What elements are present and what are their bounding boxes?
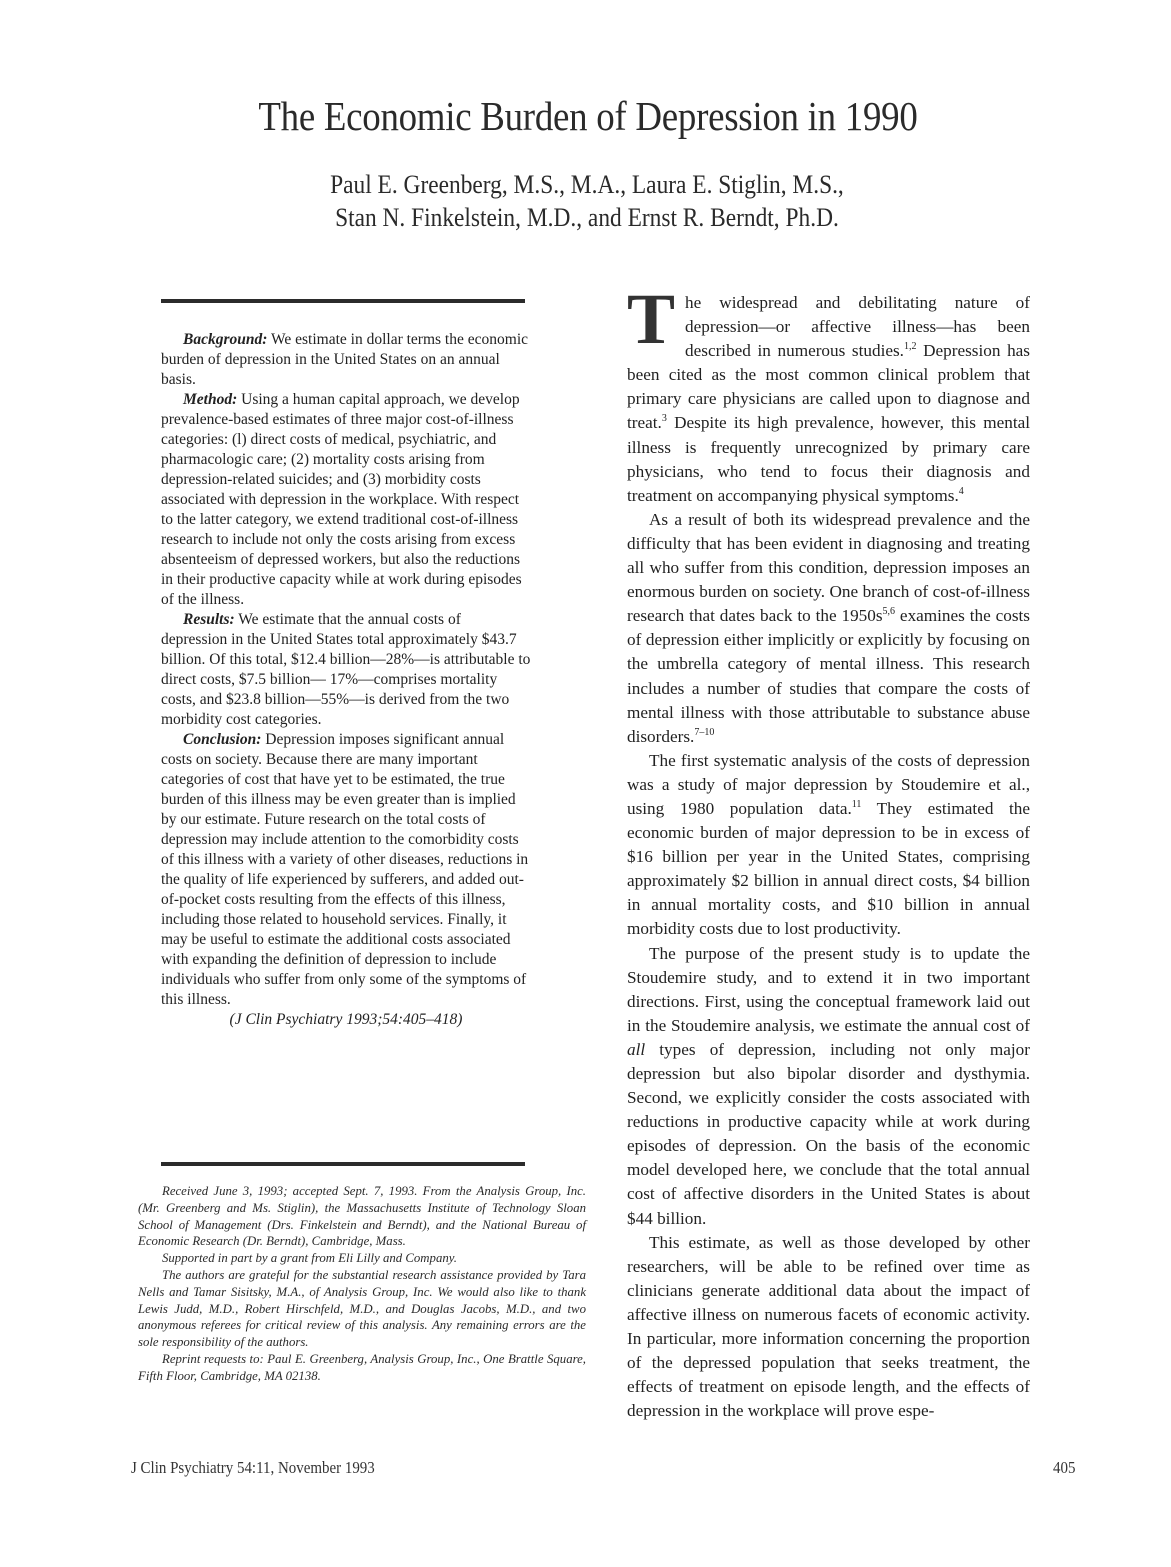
abstract-top-rule: [161, 299, 525, 303]
footnote-support: Supported in part by a grant from Eli Lilly and Company.: [162, 1251, 457, 1266]
citation-ref: 5,6: [882, 606, 896, 618]
body-paragraph-4: The purpose of the present study is to update the Stoudemire study, and to extend it in two important directions. First, using the conceptual framework laid out in the Stoudemire analysis, we estimate the annual cost of all types of depression, including not only major depression but also bipolar disorder and dysthymia. Second, we explicitly consider the costs associated with reductions in productive capacity while at work during episodes of depression. On the basis of the economic model developed here, we conclude that the total annual cost of affective disorders in the United States is about $44 billion.: [627, 943, 1030, 1228]
abstract-background: Background: We estimate in dollar terms the economic burden of depression in the United States on an annual basis.: [161, 331, 528, 388]
abstract-results: Results: We estimate that the annual costs of depression in the United States total approximately $43.7 billion. Of this total, $12.4 billion—28%—is attributable to direct costs, $7.5 billion— 17%—comprises mortality costs, and $23.8 billion—55%—is derived from the two morbidity cost categories.: [161, 611, 531, 728]
citation-ref: 11: [851, 798, 862, 810]
results-label: Results:: [183, 611, 235, 628]
page-number: 405: [1053, 1458, 1076, 1477]
abstract: [161, 330, 531, 1030]
body-paragraph-2: As a result of both its widespread prevalence and the difficulty that has been evident in diagnosing and treating all who suffer from this condition, depression imposes an enormous burden on society. One branch of cost-of-illness research that dates back to the $1950s^{5,6}$ examines the costs of depression either implicitly or explicitly by focusing on the umbrella category of mental illness. This research includes a number of studies that compare the costs of mental illness with those attributable to substance abuse disorders.$^{7-10}$: [627, 509, 1030, 746]
footnote-received: Received June 3, 1993; accepted Sept. 7, 1993. From the Analysis Group, Inc. (Mr. Greenberg and Ms. Stiglin), the Massachusetts Institute of Technology Sloan School of Management (Drs. Finkelstein and Berndt), and the National Bureau of Economic Research (Dr. Berndt), Cambridge, Mass.: [138, 1184, 586, 1249]
abstract-method: Method: Using a human capital approach, we develop prevalence-based estimates of three major cost-of-illness categories: (l) direct costs of medical, psychiatric, and pharmacologic care; (2) mortality costs arising from depression-related suicides; and (3) morbidity costs associated with depression in the workplace. With respect to the latter category, we extend traditional cost-of-illness research to include not only the costs arising from excess absenteeism of depressed workers, but also the reductions in their productive capacity while at work during episodes of the illness.: [161, 391, 522, 608]
body-text-column: [627, 279, 1030, 1423]
body-paragraph-5: This estimate, as well as those developed by other researchers, will be able to be refined over time as clinicians generate additional data about the impact of affective illness on numerous facets of economic activity. In particular, more information concerning the proportion of the depressed population that seeks treatment, the effects of treatment on episode length, and the effects of depression in the workplace will prove espe-: [627, 1232, 1030, 1421]
footnote-thanks: The authors are grateful for the substantial research assistance provided by Tara Nells and Tamar Sisitsky, M.A., of Analysis Group, Inc. We would also like to thank Lewis Judd, M.D., Robert Hirschfeld, M.D., and Douglas Jacobs, M.D., and two anonymous referees for critical review of this analysis. Any remaining errors are the sole responsibility of the authors.: [138, 1267, 586, 1350]
body-paragraph-1: The widespread and debilitating nature of depression—or affective illness—has been described in numerous studies.$^{1,2}$ Depression has been cited as the most common clinical problem that primary care physicians are called upon to diagnose and treat.$^3$ Despite its high prevalence, however, this mental illness is frequently unrecognized by primary care physicians, who tend to focus their diagnosis and treatment on accompanying physical symptoms.$^4$: [627, 279, 1030, 505]
journal-footer: J Clin Psychiatry 54:11, November 1993: [131, 1458, 375, 1477]
article-footnotes: [138, 1183, 586, 1385]
author-line-2: Stan N. Finkelstein, M.D., and Ernst R. Berndt, Ph.D.: [335, 203, 839, 232]
abstract-bottom-rule: [161, 1162, 525, 1166]
citation-ref: 7–10: [694, 726, 715, 738]
article-title: The Economic Burden of Depression in 1990: [258, 93, 918, 139]
citation-ref: 3: [661, 413, 667, 425]
abstract-conclusion: Conclusion: Depression imposes significant annual costs on society. Because there are many important categories of cost that have yet to be estimated, the true burden of this illness may be even greater than is implied by our estimate. Future research on the total costs of depression may include attention to the comorbidity costs of this illness with a variety of other diseases, reductions in the quality of life experienced by sufferers, and added out-of-pocket costs resulting from the effects of this illness, including those related to household services. Finally, it may be useful to estimate the additional costs associated with expanding the definition of depression to include individuals who suffer from only some of the symptoms of this illness.: [161, 731, 529, 1008]
abstract-citation: (J Clin Psychiatry 1993;54:405–418): [229, 1011, 463, 1028]
method-label: Method:: [183, 391, 238, 408]
conclusion-label: Conclusion:: [183, 731, 262, 748]
citation-ref: 4: [958, 485, 964, 497]
background-label: Background:: [183, 331, 268, 348]
author-list: [60, 168, 1114, 234]
author-line-1: Paul E. Greenberg, M.S., M.A., Laura E. Stiglin, M.S.,: [330, 170, 844, 199]
drop-cap: T: [627, 279, 676, 359]
citation-ref: 1,2: [903, 341, 917, 353]
body-paragraph-3: The first systematic analysis of the costs of depression was a study of major depression by Stoudemire et al., using 1980 population data.$^{11}$ They estimated the economic burden of major depression to be in excess of $16 billion per year in the United States, comprising approximately $2 billion in annual direct costs, $4 billion in annual mortality costs, and $10 billion in annual morbidity costs due to lost productivity.: [627, 750, 1030, 939]
footnote-reprint: Reprint requests to: Paul E. Greenberg, Analysis Group, Inc., One Brattle Square, Fifth Floor, Cambridge, MA 02138.: [138, 1351, 586, 1383]
